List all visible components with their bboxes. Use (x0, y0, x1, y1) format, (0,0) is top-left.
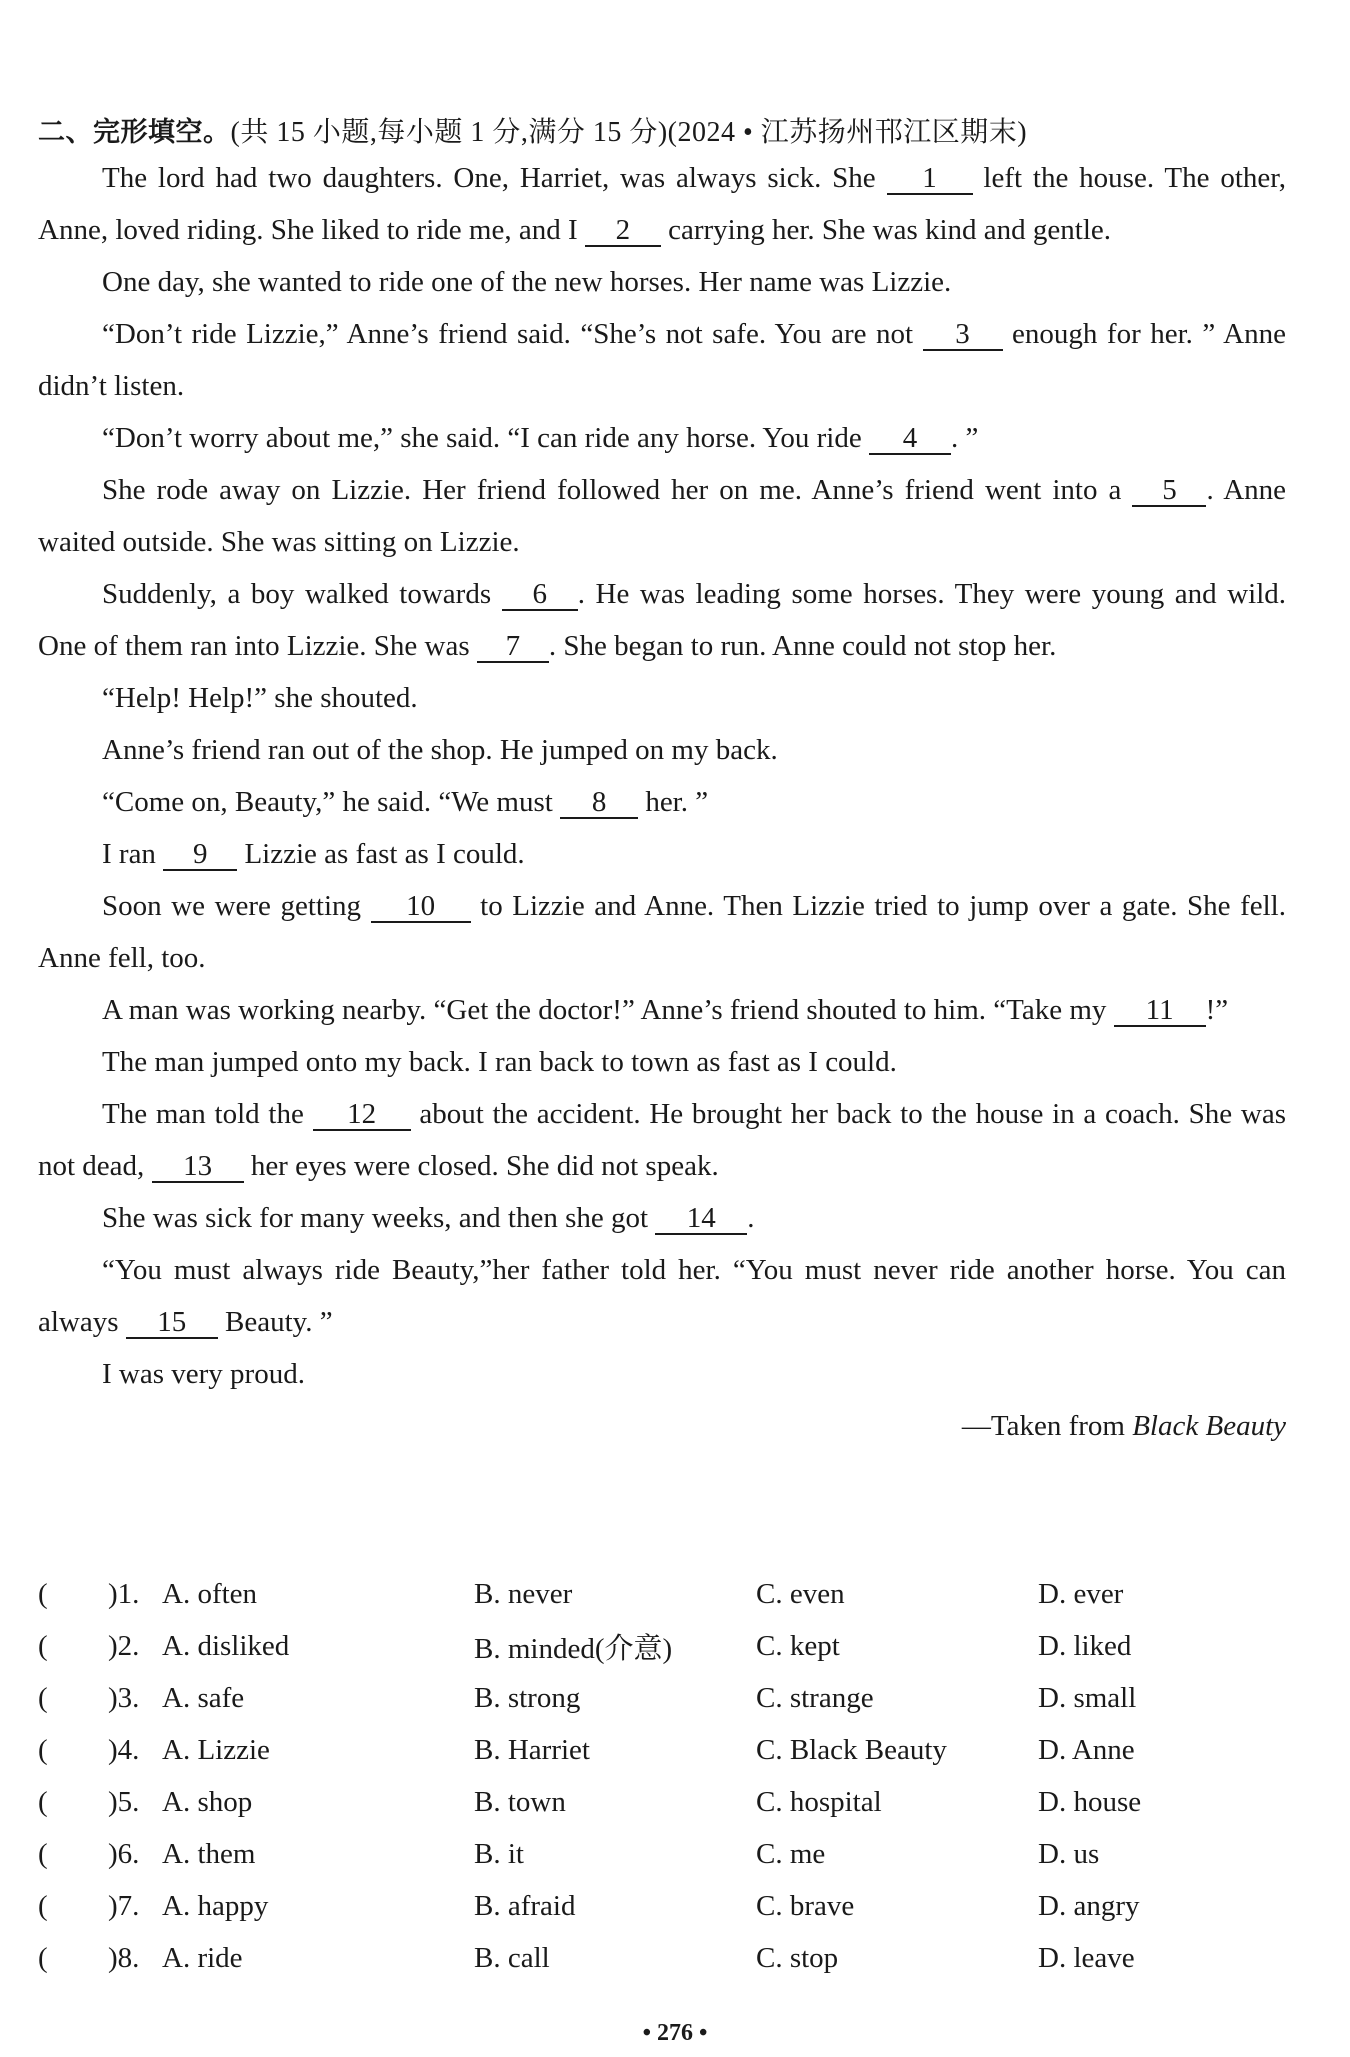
blank-13[interactable]: 13 (152, 1151, 244, 1183)
paragraph: “Don’t worry about me,” she said. “I can ride any horse. You ride 4 . ” (102, 422, 979, 454)
paragraph: “Help! Help!” she shouted. (102, 682, 418, 714)
paragraph: The man jumped onto my back. I ran back to town as fast as I could. (102, 1046, 897, 1078)
option-d[interactable]: D. house (1038, 1785, 1142, 1818)
blank-5[interactable]: 5 (1132, 475, 1206, 507)
option-a[interactable]: A. ride (162, 1941, 243, 1974)
option-c[interactable]: C. even (756, 1577, 845, 1610)
question-number: )8. (108, 1941, 140, 1974)
answer-bracket[interactable]: ( (38, 1837, 48, 1870)
question-row (38, 1568, 1298, 1620)
option-b[interactable]: B. Harriet (474, 1733, 590, 1766)
option-a[interactable]: A. Lizzie (162, 1733, 270, 1766)
option-b[interactable]: B. minded(介意) (474, 1632, 673, 1665)
blank-1[interactable]: 1 (887, 163, 973, 195)
question-row (38, 1672, 1298, 1724)
paragraph: “Come on, Beauty,” he said. “We must 8 her. ” (102, 786, 709, 818)
paragraph: I ran 9 Lizzie as fast as I could. (102, 838, 525, 870)
answer-bracket[interactable]: ( (38, 1733, 48, 1766)
blank-4[interactable]: 4 (869, 423, 951, 455)
paragraph: Anne’s friend ran out of the shop. He jumped on my back. (102, 734, 778, 766)
answer-bracket[interactable]: ( (38, 1629, 48, 1662)
cloze-passage (38, 152, 1286, 1452)
option-c[interactable]: C. Black Beauty (756, 1733, 947, 1766)
question-row (38, 1932, 1298, 1984)
blank-12[interactable]: 12 (313, 1099, 411, 1131)
option-c[interactable]: C. me (756, 1837, 826, 1870)
option-a[interactable]: A. happy (162, 1889, 269, 1922)
section-heading-info: (共 15 小题,每小题 1 分,满分 15 分)(2024 • 江苏扬州邗江区期末) (230, 117, 1028, 148)
answer-bracket[interactable]: ( (38, 1577, 48, 1610)
option-c[interactable]: C. strange (756, 1681, 874, 1714)
source-title: Black Beauty (1132, 1410, 1286, 1442)
answer-bracket[interactable]: ( (38, 1889, 48, 1922)
option-b[interactable]: B. strong (474, 1681, 581, 1714)
paragraph: She rode away on Lizzie. Her friend followed her on me. Anne’s friend went into a 5 . Anne waited outside. She was sitting on Lizzie. (38, 474, 1287, 558)
question-number: )7. (108, 1889, 140, 1922)
option-b[interactable]: B. afraid (474, 1889, 576, 1922)
option-a[interactable]: A. safe (162, 1681, 245, 1714)
paragraph: A man was working nearby. “Get the doctor!” Anne’s friend shouted to him. “Take my 11 !” (102, 994, 1229, 1026)
blank-2[interactable]: 2 (585, 215, 661, 247)
question-row (38, 1620, 1298, 1672)
blank-6[interactable]: 6 (502, 579, 578, 611)
blank-7[interactable]: 7 (477, 631, 549, 663)
blank-14[interactable]: 14 (655, 1203, 747, 1235)
paragraph: “Don’t ride Lizzie,” Anne’s friend said. “She’s not safe. You are not 3 enough for her. ” Anne didn’t listen. (38, 318, 1286, 402)
paragraph: “You must always ride Beauty,”her father told her. “You must never ride another horse. You can always 15 Beauty. ” (38, 1254, 1286, 1338)
option-a[interactable]: A. shop (162, 1785, 253, 1818)
page-number: • 276 • (642, 2020, 708, 2046)
option-b[interactable]: B. it (474, 1837, 524, 1870)
blank-10[interactable]: 10 (371, 891, 471, 923)
answer-bracket[interactable]: ( (38, 1681, 48, 1714)
section-heading-label: 二、完形填空。 (38, 117, 231, 148)
question-number: )3. (108, 1681, 140, 1714)
section-heading (38, 110, 1027, 150)
answer-bracket[interactable]: ( (38, 1785, 48, 1818)
blank-11[interactable]: 11 (1114, 995, 1206, 1027)
paragraph: The lord had two daughters. One, Harriet, was always sick. She 1 left the house. The other, Anne, loved riding. She liked to ride me, and I 2 carrying her. She was kind and gentle. (38, 162, 1287, 246)
paragraph: Suddenly, a boy walked towards 6 . He was leading some horses. They were young and wild. One of them ran into Lizzie. She was 7 . She began to run. Anne could not stop her. (38, 578, 1287, 662)
option-a[interactable]: A. often (162, 1577, 258, 1610)
question-number: )6. (108, 1837, 140, 1870)
option-d[interactable]: D. small (1038, 1681, 1137, 1714)
option-d[interactable]: D. Anne (1038, 1733, 1135, 1766)
option-c[interactable]: C. hospital (756, 1785, 882, 1818)
blank-15[interactable]: 15 (126, 1307, 218, 1339)
option-c[interactable]: C. brave (756, 1889, 855, 1922)
option-a[interactable]: A. them (162, 1837, 256, 1870)
question-number: )4. (108, 1733, 140, 1766)
option-c[interactable]: C. kept (756, 1629, 840, 1662)
paragraph: One day, she wanted to ride one of the new horses. Her name was Lizzie. (102, 266, 952, 298)
question-row (38, 1828, 1298, 1880)
paragraph: I was very proud. (102, 1358, 305, 1390)
paragraph: The man told the 12 about the accident. He brought her back to the house in a coach. She was not dead, 13 her eyes were closed. She did not speak. (38, 1098, 1287, 1182)
option-d[interactable]: D. leave (1038, 1941, 1135, 1974)
blank-3[interactable]: 3 (923, 319, 1003, 351)
option-d[interactable]: D. liked (1038, 1629, 1132, 1662)
question-number: )2. (108, 1629, 140, 1662)
option-b[interactable]: B. town (474, 1785, 566, 1818)
source-line: —Taken from Black Beauty (961, 1410, 1286, 1442)
question-number: )5. (108, 1785, 140, 1818)
question-row (38, 1724, 1298, 1776)
blank-8[interactable]: 8 (560, 787, 638, 819)
option-d[interactable]: D. us (1038, 1837, 1100, 1870)
paragraph: She was sick for many weeks, and then she got 14 . (102, 1202, 755, 1234)
paragraph: Soon we were getting 10 to Lizzie and Anne. Then Lizzie tried to jump over a gate. She fell. Anne fell, too. (38, 890, 1286, 974)
option-d[interactable]: D. angry (1038, 1889, 1140, 1922)
question-row (38, 1880, 1298, 1932)
answer-bracket[interactable]: ( (38, 1941, 48, 1974)
option-b[interactable]: B. never (474, 1577, 573, 1610)
question-row (38, 1776, 1298, 1828)
option-b[interactable]: B. call (474, 1941, 550, 1974)
options-list (38, 1568, 1298, 1984)
blank-9[interactable]: 9 (163, 839, 237, 871)
option-d[interactable]: D. ever (1038, 1577, 1124, 1610)
option-c[interactable]: C. stop (756, 1941, 839, 1974)
question-number: )1. (108, 1577, 140, 1610)
option-a[interactable]: A. disliked (162, 1629, 290, 1662)
